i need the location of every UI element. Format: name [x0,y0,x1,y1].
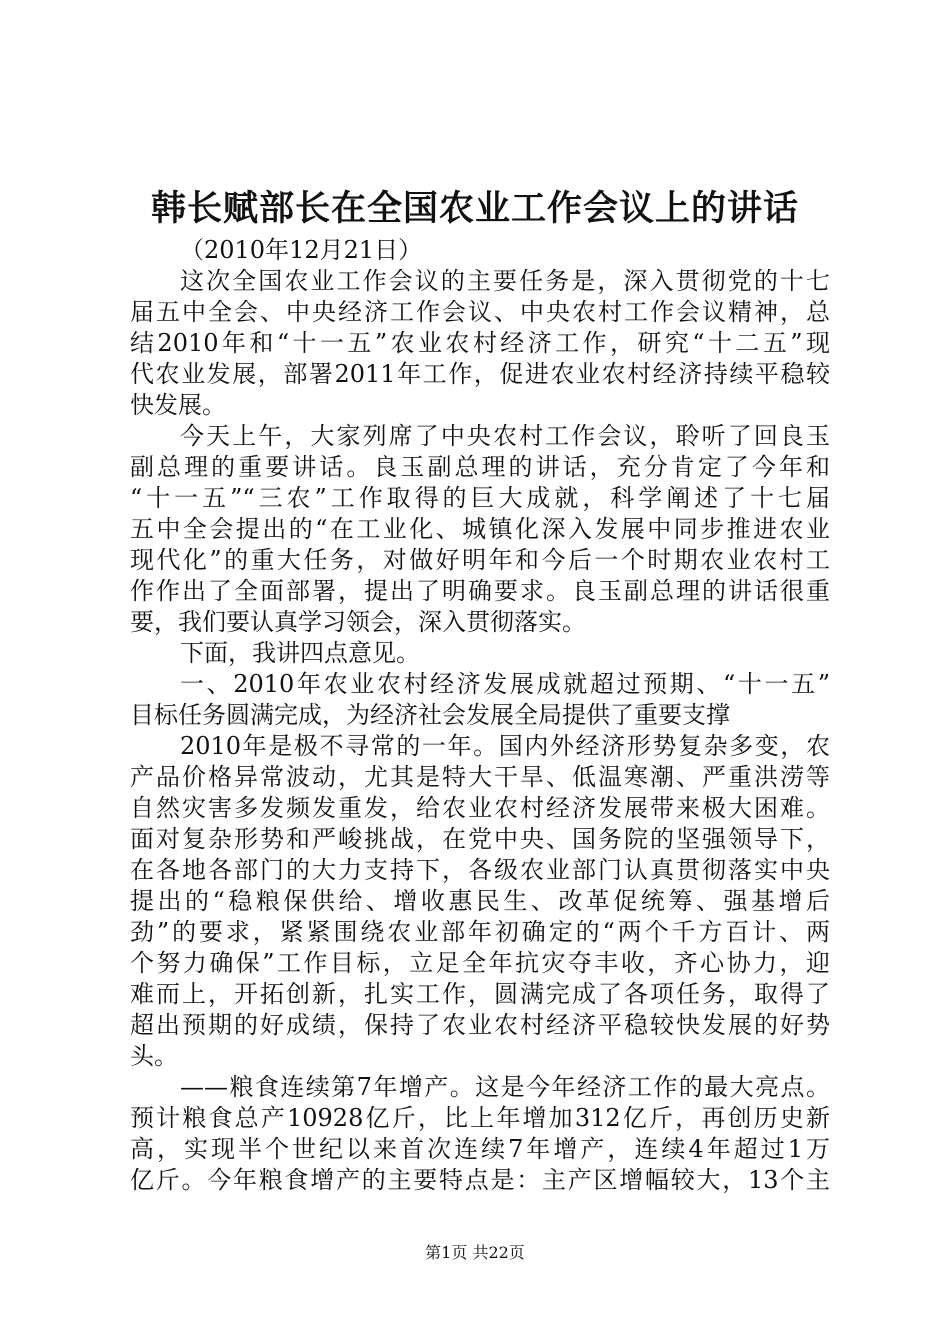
paragraph-line: 劲”的要求，紧紧围绕农业部年初确定的“两个千方百计、两 [130,918,830,946]
section-heading: 目标任务圆满完成，为经济社会发展全局提供了重要支撑 [130,701,730,729]
paragraph-line: 届五中全会、中央经济工作会议、中央农村工作会议精神，总 [130,298,830,326]
paragraph-line: 自然灾害多发频发重发，给农业农村经济发展带来极大困难。 [130,794,830,822]
paragraph-line: “十一五”“三农”工作取得的巨大成就，科学阐述了十七届 [130,484,830,512]
date-line: （2010年12月21日） [180,236,423,264]
paragraph-line: 面对复杂形势和严峻挑战，在党中央、国务院的坚强领导下， [130,825,830,853]
paragraph-line: ——粮食连续第7年增产。这是今年经济工作的最大亮点。 [180,1073,830,1101]
paragraph-line: 超出预期的好成绩，保持了农业农村经济平稳较快发展的好势 [130,1011,830,1039]
paragraph-line: 副总理的重要讲话。良玉副总理的讲话，充分肯定了今年和 [130,453,830,481]
paragraph-line: 下面，我讲四点意见。 [180,639,420,667]
document-body [130,235,830,1196]
paragraph-line: 这次全国农业工作会议的主要任务是，深入贯彻党的十七 [180,267,830,295]
document-title: 韩长赋部长在全国农业工作会议上的讲话 [150,188,799,229]
paragraph-line: 在各地各部门的大力支持下，各级农业部门认真贯彻落实中央 [130,856,830,884]
paragraph-line: 高，实现半个世纪以来首次连续7年增产，连续4年超过1万 [130,1135,830,1163]
paragraph-line: 快发展。 [130,391,226,419]
paragraph-line: 产品价格异常波动，尤其是特大干旱、低温寒潮、严重洪涝等 [130,763,830,791]
paragraph-line: 要，我们要认真学习领会，深入贯彻落实。 [130,608,586,636]
paragraph-line: 2010年是极不寻常的一年。国内外经济形势复杂多变，农 [180,732,830,760]
paragraph-line: 预计粮食总产10928亿斤，比上年增加312亿斤，再创历史新 [130,1104,830,1132]
paragraph-line: 个努力确保”工作目标，立足全年抗灾夺丰收，齐心协力，迎 [130,949,830,977]
paragraph-line: 头。 [130,1042,178,1070]
paragraph-line: 亿斤。今年粮食增产的主要特点是：主产区增幅较大，13个主 [130,1166,830,1194]
paragraph-line: 现代化”的重大任务，对做好明年和今后一个时期农业农村工 [130,546,830,574]
paragraph-line: 作作出了全面部署，提出了明确要求。良玉副总理的讲话很重 [130,577,830,605]
page-number-footer: 第1页 共22页 [425,1243,525,1262]
paragraph-line: 今天上午，大家列席了中央农村工作会议，聆听了回良玉 [180,422,830,450]
paragraph-line: 代农业发展，部署2011年工作，促进农业农村经济持续平稳较 [130,360,830,388]
paragraph-line: 提出的“稳粮保供给、增收惠民生、改革促统筹、强基增后 [130,887,830,915]
paragraph-line: 结2010年和“十一五”农业农村经济工作，研究“十二五”现 [130,329,830,357]
paragraph-line: 五中全会提出的“在工业化、城镇化深入发展中同步推进农业 [130,515,830,543]
section-heading: 一、2010年农业农村经济发展成就超过预期、“十一五” [180,670,830,698]
paragraph-line: 难而上，开拓创新，扎实工作，圆满完成了各项任务，取得了 [130,980,830,1008]
